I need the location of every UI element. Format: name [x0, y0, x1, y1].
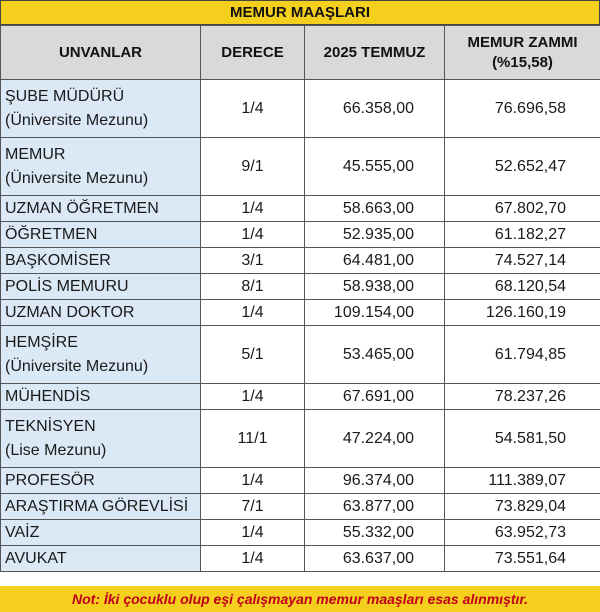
salary-table [0, 25, 600, 572]
table-row [1, 384, 600, 410]
cell-memur-zammi: 52.652,47 [445, 138, 600, 196]
unvan-label: MÜHENDİS [5, 387, 91, 405]
cell-2025-temmuz: 58.663,00 [305, 196, 445, 222]
cell-unvan [1, 80, 201, 138]
cell-unvan [1, 410, 201, 468]
cell-memur-zammi: 74.527,14 [445, 248, 600, 274]
unvan-label: VAİZ [5, 523, 40, 541]
cell-unvan [1, 196, 201, 222]
cell-derece: 1/4 [201, 196, 305, 222]
unvan-sublabel: (Üniversite Mezunu) [5, 169, 149, 187]
unvan-sublabel: (Üniversite Mezunu) [5, 357, 149, 375]
unvan-sublabel: (Üniversite Mezunu) [5, 111, 149, 129]
unvan-label: AVUKAT [5, 549, 67, 567]
cell-2025-temmuz: 47.224,00 [305, 410, 445, 468]
cell-derece: 5/1 [201, 326, 305, 384]
unvan-sublabel: (Lise Mezunu) [5, 441, 107, 459]
cell-derece: 8/1 [201, 274, 305, 300]
cell-memur-zammi: 78.237,26 [445, 384, 600, 410]
cell-2025-temmuz: 66.358,00 [305, 80, 445, 138]
cell-unvan [1, 468, 201, 494]
header-derece: DERECE [201, 26, 305, 80]
cell-memur-zammi: 73.551,64 [445, 546, 600, 572]
cell-2025-temmuz: 53.465,00 [305, 326, 445, 384]
cell-unvan [1, 300, 201, 326]
header-2025-temmuz: 2025 TEMMUZ [305, 26, 445, 80]
table-row [1, 494, 600, 520]
cell-unvan [1, 494, 201, 520]
table-row [1, 80, 600, 138]
cell-unvan [1, 222, 201, 248]
cell-memur-zammi: 54.581,50 [445, 410, 600, 468]
cell-memur-zammi: 76.696,58 [445, 80, 600, 138]
unvan-label: PROFESÖR [5, 471, 95, 489]
cell-unvan [1, 546, 201, 572]
cell-2025-temmuz: 63.637,00 [305, 546, 445, 572]
cell-memur-zammi: 68.120,54 [445, 274, 600, 300]
cell-memur-zammi: 61.794,85 [445, 326, 600, 384]
cell-memur-zammi: 73.829,04 [445, 494, 600, 520]
unvan-label: MEMUR [5, 145, 66, 163]
cell-2025-temmuz: 58.938,00 [305, 274, 445, 300]
cell-derece: 1/4 [201, 300, 305, 326]
cell-2025-temmuz: 45.555,00 [305, 138, 445, 196]
unvan-label: POLİS MEMURU [5, 277, 129, 295]
cell-derece: 1/4 [201, 546, 305, 572]
cell-2025-temmuz: 67.691,00 [305, 384, 445, 410]
cell-2025-temmuz: 55.332,00 [305, 520, 445, 546]
footnote: Not: İki çocuklu olup eşi çalışmayan memur maaşları esas alınmıştır. [0, 586, 600, 612]
unvan-label: ARAŞTIRMA GÖREVLİSİ [5, 497, 189, 515]
cell-derece: 11/1 [201, 410, 305, 468]
table-row [1, 138, 600, 196]
cell-derece: 1/4 [201, 80, 305, 138]
unvan-label: ÖĞRETMEN [5, 225, 98, 243]
unvan-label: BAŞKOMİSER [5, 251, 111, 269]
cell-unvan [1, 384, 201, 410]
cell-derece: 1/4 [201, 520, 305, 546]
table-row [1, 248, 600, 274]
table-row [1, 196, 600, 222]
table-row [1, 222, 600, 248]
unvan-label: UZMAN DOKTOR [5, 303, 135, 321]
table-row [1, 300, 600, 326]
cell-derece: 1/4 [201, 384, 305, 410]
header-memur-zammi-line2: (%15,58) [492, 53, 553, 71]
cell-unvan [1, 326, 201, 384]
cell-unvan [1, 138, 201, 196]
cell-unvan [1, 274, 201, 300]
unvan-label: UZMAN ÖĞRETMEN [5, 199, 159, 217]
header-memur-zammi [445, 26, 600, 80]
cell-derece: 7/1 [201, 494, 305, 520]
cell-memur-zammi: 61.182,27 [445, 222, 600, 248]
cell-memur-zammi: 63.952,73 [445, 520, 600, 546]
cell-memur-zammi: 111.389,07 [445, 468, 600, 494]
unvan-label: HEMŞİRE [5, 333, 78, 351]
table-row [1, 274, 600, 300]
header-row [1, 26, 600, 80]
cell-memur-zammi: 126.160,19 [445, 300, 600, 326]
unvan-label: TEKNİSYEN [5, 417, 96, 435]
table-row [1, 468, 600, 494]
table-row [1, 520, 600, 546]
cell-2025-temmuz: 52.935,00 [305, 222, 445, 248]
cell-derece: 1/4 [201, 222, 305, 248]
cell-memur-zammi: 67.802,70 [445, 196, 600, 222]
cell-2025-temmuz: 64.481,00 [305, 248, 445, 274]
cell-2025-temmuz: 96.374,00 [305, 468, 445, 494]
table-title: MEMUR MAAŞLARI [0, 0, 600, 25]
cell-2025-temmuz: 63.877,00 [305, 494, 445, 520]
table-row [1, 410, 600, 468]
header-memur-zammi-line1: MEMUR ZAMMI [467, 33, 578, 51]
table-row [1, 546, 600, 572]
table-row [1, 326, 600, 384]
cell-derece: 9/1 [201, 138, 305, 196]
header-unvanlar: UNVANLAR [1, 26, 201, 80]
cell-2025-temmuz: 109.154,00 [305, 300, 445, 326]
cell-unvan [1, 520, 201, 546]
cell-derece: 3/1 [201, 248, 305, 274]
unvan-label: ŞUBE MÜDÜRÜ [5, 87, 125, 105]
cell-derece: 1/4 [201, 468, 305, 494]
cell-unvan [1, 248, 201, 274]
